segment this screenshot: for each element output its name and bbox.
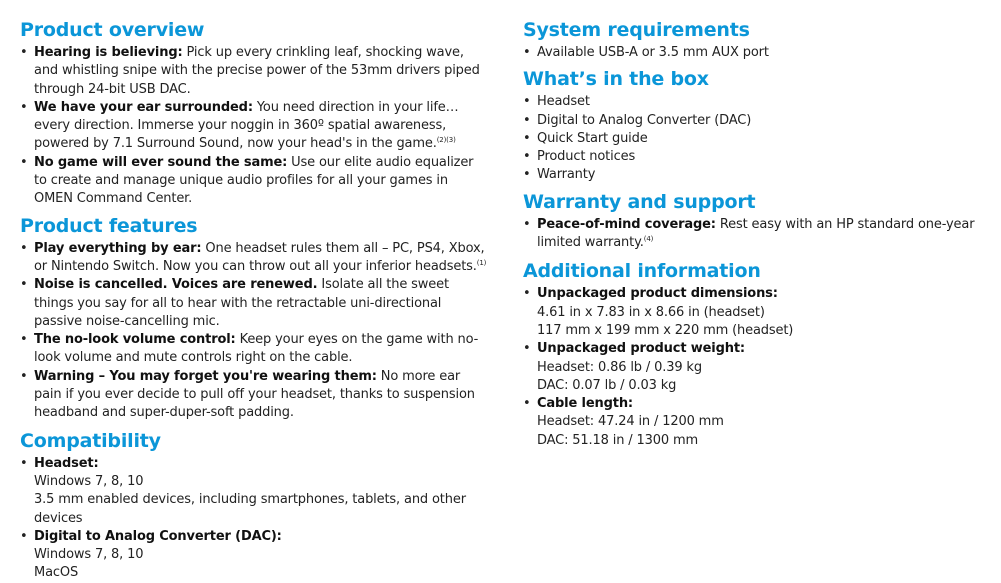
footnote-ref: (2)(3) xyxy=(436,136,456,145)
product-features-list xyxy=(20,240,490,423)
warranty-heading: Warranty and support xyxy=(523,190,756,213)
list-item: • Quick Start guide xyxy=(523,130,993,148)
product-overview-list xyxy=(20,44,490,209)
list-item: • Available USB-A or 3.5 mm AUX port xyxy=(523,44,993,62)
list-item: • Digital to Analog Converter (DAC): Windows 7, 8, 10 MacOS xyxy=(20,528,490,583)
list-item: • Noise is cancelled. Voices are renewed. Isolate all the sweet things you say for all to hear with the retractable uni-directional passive noise-cancelling mic. xyxy=(20,276,490,331)
list-item: • Peace-of-mind coverage: Rest easy with an HP standard one-year limited warranty.$^{(4)}$ xyxy=(523,216,993,253)
list-item: • Digital to Analog Converter (DAC) xyxy=(523,112,993,130)
additional-information-heading: Additional information xyxy=(523,260,761,283)
list-item: • No game will ever sound the same: Use our elite audio equalizer to create and manage unique audio profiles for all your games in OMEN Command Center. xyxy=(20,154,490,209)
list-item: • Cable length: Headset: 47.24 in / 1200 mm DAC: 51.18 in / 1300 mm xyxy=(523,395,993,450)
list-item: • Unpackaged product weight: Headset: 0.86 lb / 0.39 kg DAC: 0.07 lb / 0.03 kg xyxy=(523,340,993,395)
list-item: • Play everything by ear: One headset rules them all – PC, PS4, Xbox, or Nintendo Switch. Now you can throw out all your inferior headsets.$^{(1)}$ xyxy=(20,240,490,277)
footnote-ref: (4) xyxy=(643,235,654,244)
list-item: • The no-look volume control: Keep your eyes on the game with no-look volume and mute controls right on the cable. xyxy=(20,331,490,368)
list-item: • Warning – You may forget you're wearing them: No more ear pain if you ever decide to pull off your headset, thanks to suspension headband and super-duper-soft padding. xyxy=(20,368,490,423)
list-item: • We have your ear surrounded: You need direction in your life…every direction. Immerse your noggin in 360º spatial awareness, powered by 7.1 Surround Sound, now your head's in the game.$^{(2)(3)}$ xyxy=(20,99,490,154)
list-item: • Headset xyxy=(523,93,993,111)
product-overview-heading: Product overview xyxy=(20,19,205,41)
warranty-list xyxy=(523,216,993,253)
list-item: • Hearing is believing: Pick up every crinkling leaf, shocking wave, and whistling snipe with the precise power of the 53mm drivers piped through 24-bit USB DAC. xyxy=(20,44,490,99)
list-item: • Headset: Windows 7, 8, 10 3.5 mm enabled devices, including smartphones, tablets, and other devices xyxy=(20,455,490,528)
list-item: • Warranty xyxy=(523,166,993,184)
compatibility-heading: Compatibility xyxy=(20,429,161,452)
system-requirements-list xyxy=(523,44,993,62)
right-column xyxy=(523,0,993,450)
whats-in-the-box-heading: What’s in the box xyxy=(523,68,709,91)
additional-information-list xyxy=(523,285,993,450)
footnote-ref: (1) xyxy=(476,258,487,267)
left-column xyxy=(20,0,490,583)
whats-in-the-box-list xyxy=(523,93,993,184)
product-features-heading: Product features xyxy=(20,214,198,237)
list-item: • Product notices xyxy=(523,148,993,166)
compatibility-list xyxy=(20,455,490,583)
system-requirements-heading: System requirements xyxy=(523,19,750,41)
list-item: • Unpackaged product dimensions: 4.61 in x 7.83 in x 8.66 in (headset) 117 mm x 199 mm x 220 mm (headset) xyxy=(523,285,993,340)
